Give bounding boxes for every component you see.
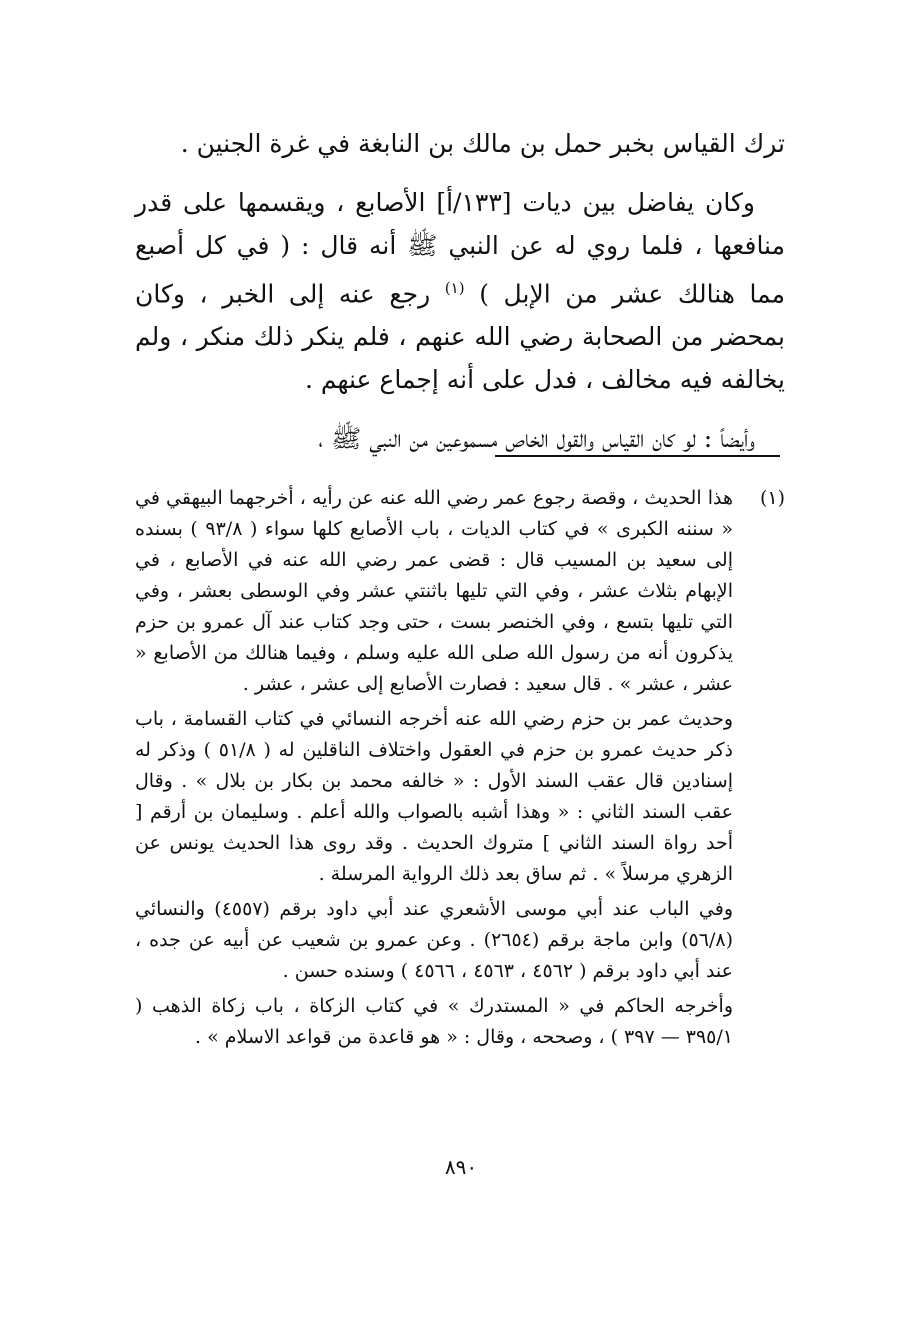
footnote-paragraph: هذا الحديث ، وقصة رجوع عمر رضي الله عنه عن رأيه ، أخرجهما البيهقي في « سننه الكبرى » في كتاب الديات ، باب الأصابع كلها سواء ( ٩٣/٨ ) بسنده إلى سعيد بن المسيب قال : قضى عمر رضي الله عنه في الأصابع ، في الإبهام بثلاث عشر ، وفي التي تليها باثنتي عشر وفي الوسطى بعشر ، وفي التي تليها بتسع ، وفي الخنصر بست ، حتى وجد كتاب عند آل عمرو بن حزم يذكرون أنه من رسول الله صلى الله عليه وسلم ، وفيما هنالك من الأصابع « عشر ، عشر » . قال سعيد : فصارت الأصابع إلى عشر ، عشر .	[135, 487, 734, 695]
main-paragraph-2-continuation: رجع عنه إلى الخبر ، وكان بمحضر من الصحابة رضي الله عنهم ، فلم ينكر ذلك منكر ، ولم يخالفه فيه مخالف ، فدل على أنه إجماع عنهم .	[135, 279, 785, 395]
footnote-paragraph: وفي الباب عند أبي موسى الأشعري عند أبي داود برقم (٤٥٥٧) والنسائي (٥٦/٨) وابن ماجة برقم (٢٦٥٤) . وعن عمرو بن شعيب عن أبيه عن جده ، عند أبي داود برقم ( ٤٥٦٢ ، ٤٥٦٣ ، ٤٥٦٦ ) وسنده حسن .	[135, 898, 734, 982]
main-paragraph-2	[135, 181, 785, 401]
page-number: ٨٩٠	[444, 1155, 478, 1179]
footnote-number: (١)	[759, 487, 785, 509]
footnotes	[135, 483, 785, 1057]
footnote-paragraph: وحديث عمر بن حزم رضي الله عنه أخرجه النسائي في كتاب القسامة ، باب ذكر حديث عمرو بن حزم في العقول واختلاف الناقلين له ( ٥١/٨ ) وذكر له إسنادين قال عقب السند الأول : « خالفه محمد بن بكار بن بلال » . وقال عقب السند الثاني : « وهذا أشبه بالصواب والله أعلم . وسليمان بن أرقم [ أحد رواة السند الثاني ] متروك الحديث . وقد روى هذا الحديث يونس عن الزهري مرسلاً » . ثم ساق بعد ذلك الرواية المرسلة .	[135, 708, 734, 885]
footnote	[135, 483, 785, 1053]
main-text	[135, 122, 785, 476]
footnote-reference: (١)	[444, 279, 465, 297]
footnote-separator	[495, 455, 780, 457]
main-paragraph-3: وأيضاً : لو كان القياس والقول الخاص مسموعين من النبي ﷺ ،	[318, 424, 755, 454]
main-paragraph-2-text: وكان يفاضل بين ديات [١٣٣/أ] الأصابع ، ويقسمها على قدر منافعها ، فلما روي له عن النبي ﷺ أنه قال : ( في كل أصبع مما هنالك عشر من الإبل )	[135, 188, 785, 309]
footnote-paragraph: وأخرجه الحاكم في « المستدرك » في كتاب الزكاة ، باب زكاة الذهب ( ٣٩٥/١ — ٣٩٧ ) ، وصححه ، وقال : « هو قاعدة من قواعد الاسلام » .	[135, 995, 733, 1048]
main-paragraph-1: ترك القياس بخبر حمل بن مالك بن النابغة في غرة الجنين .	[180, 129, 785, 158]
